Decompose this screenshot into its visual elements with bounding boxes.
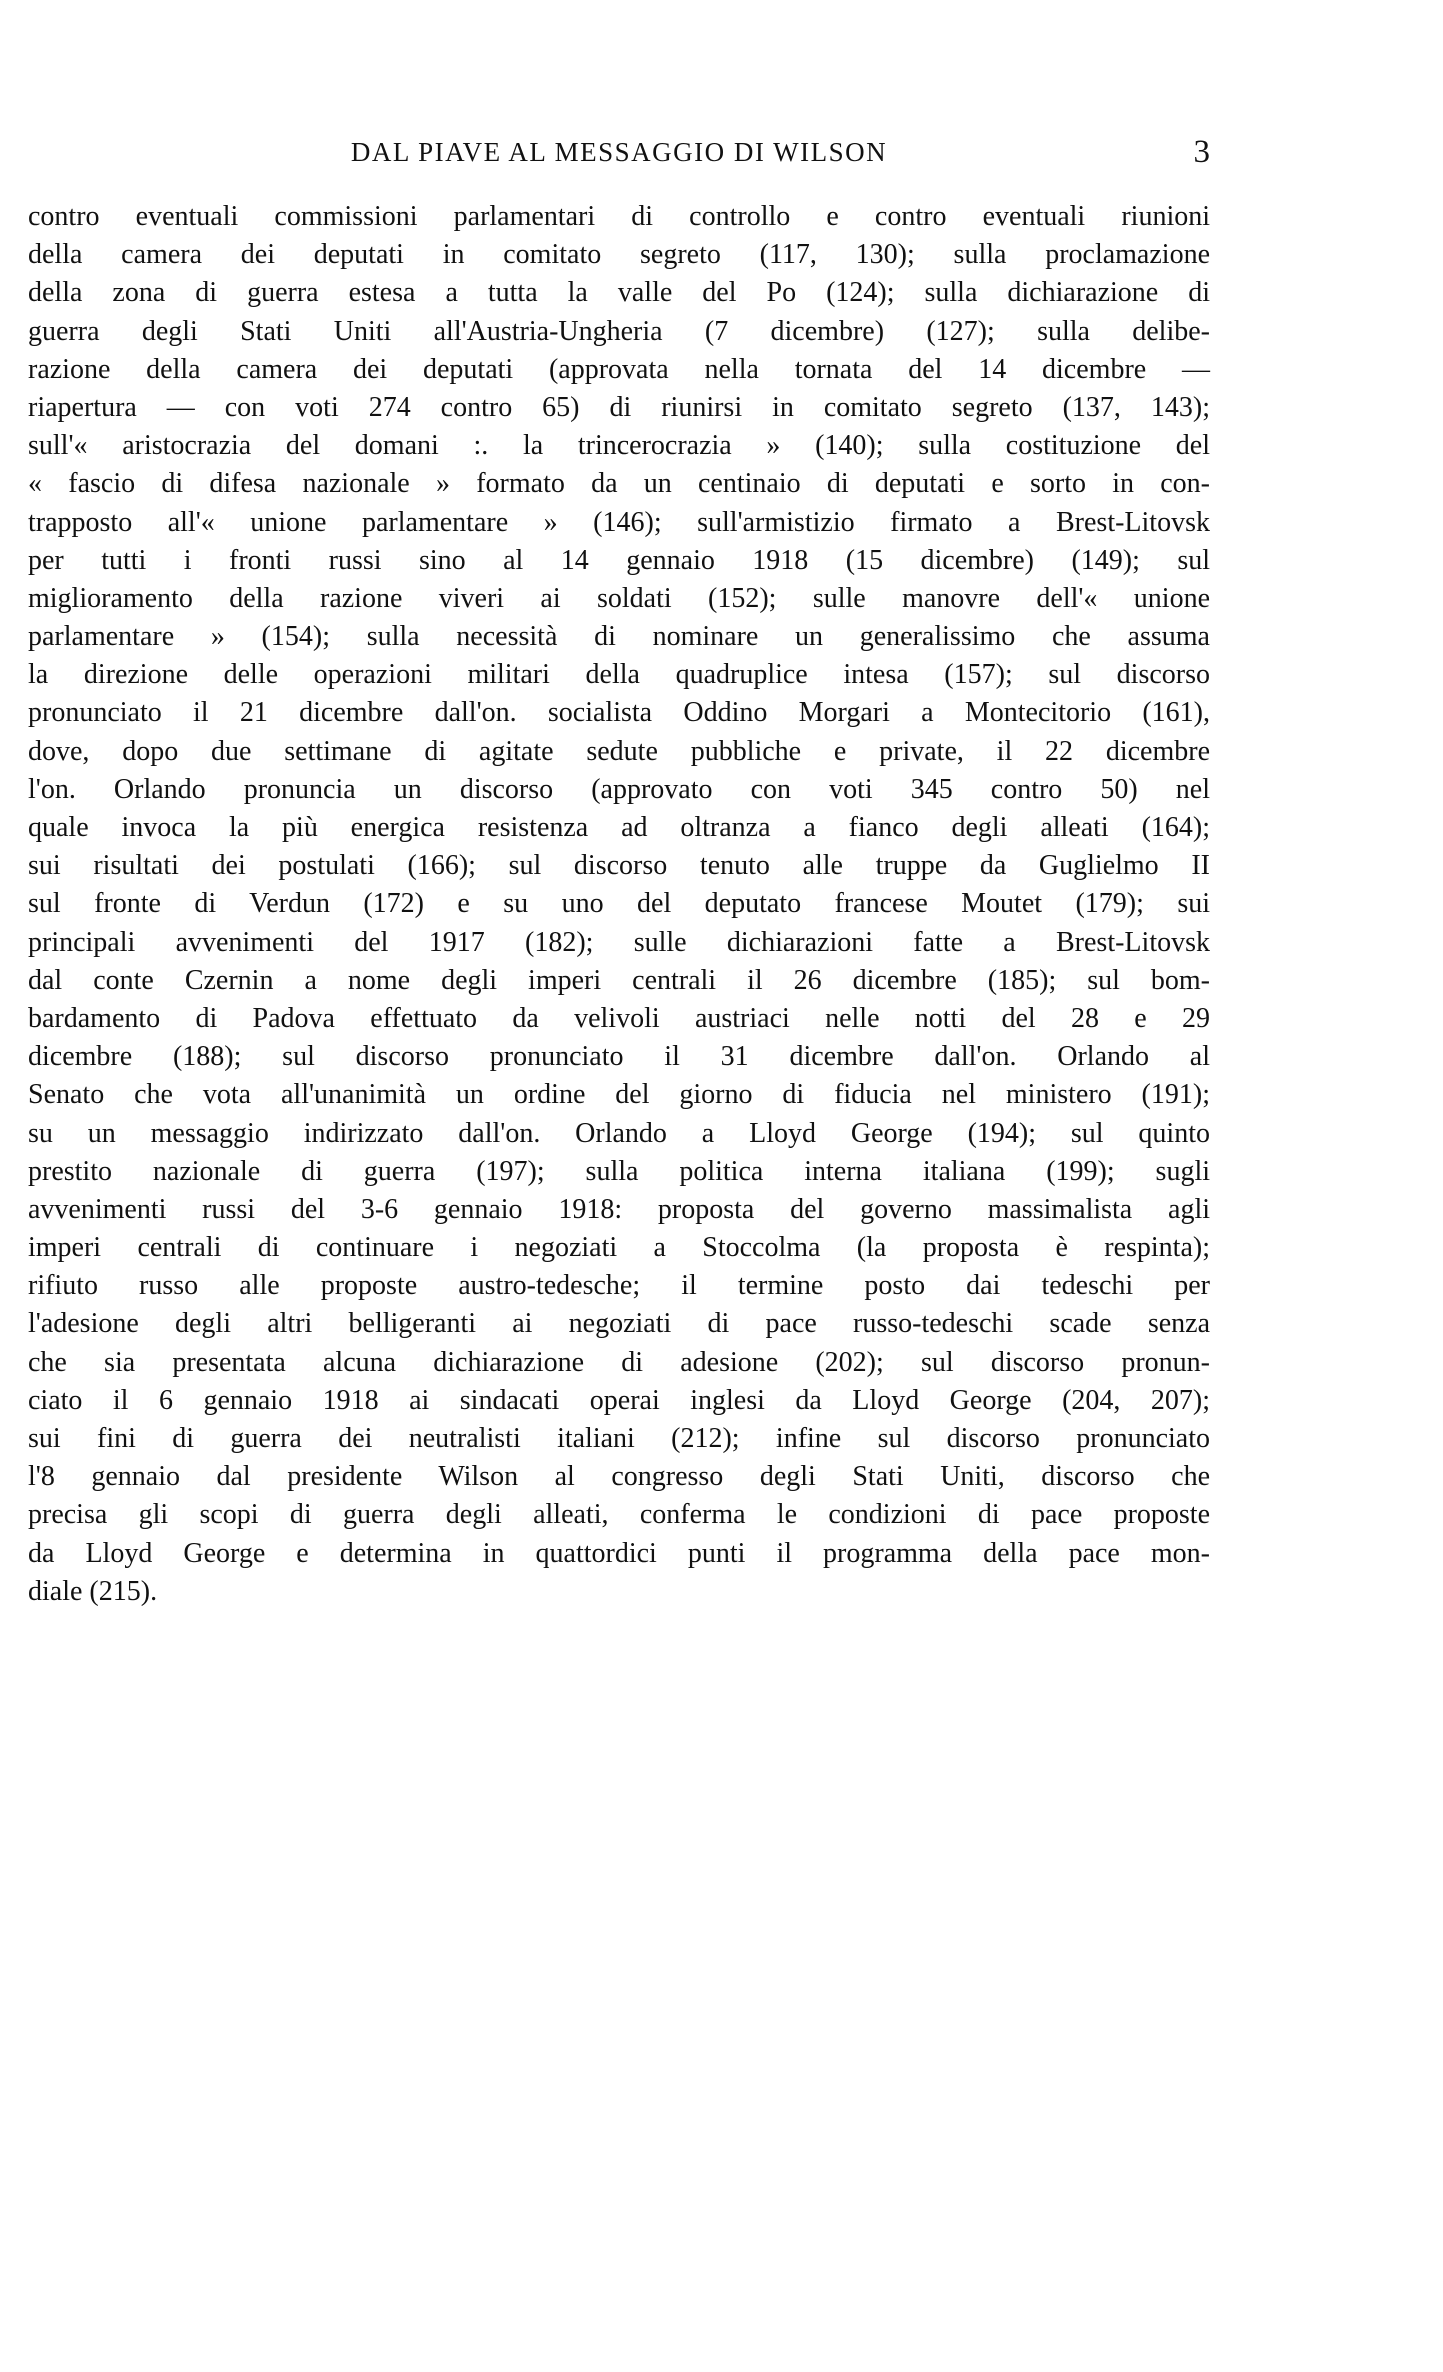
text-line: che sia presentata alcuna dichiarazione di adesione (202); sul discorso pronun- bbox=[28, 1346, 1210, 1378]
text-line: precisa gli scopi di guerra degli alleati, conferma le condizioni di pace proposte bbox=[28, 1499, 1210, 1531]
text-line: « fascio di difesa nazionale » formato da un centinaio di deputati e sorto in con- bbox=[28, 468, 1210, 500]
text-line: razione della camera dei deputati (approvata nella tornata del 14 dicembre — bbox=[28, 353, 1210, 385]
text-line: bardamento di Padova effettuato da velivoli austriaci nelle notti del 28 e 29 bbox=[28, 1002, 1210, 1034]
text-line: l'on. Orlando pronuncia un discorso (approvato con voti 345 contro 50) nel bbox=[28, 773, 1210, 805]
text-line: diale (215). bbox=[28, 1575, 158, 1607]
text-line: trapposto all'« unione parlamentare » (146); sull'armistizio firmato a Brest-Litovsk bbox=[28, 506, 1210, 538]
text-line: quale invoca la più energica resistenza ad oltranza a fianco degli alleati (164); bbox=[28, 812, 1210, 843]
text-line: parlamentare » (154); sulla necessità di nominare un generalissimo che assuma bbox=[28, 621, 1210, 653]
text-line: rifiuto russo alle proposte austro-tedesche; il termine posto dai tedeschi per bbox=[28, 1270, 1210, 1302]
text-line: miglioramento della razione viveri ai soldati (152); sulle manovre dell'« unione bbox=[28, 582, 1210, 614]
running-title: DAL PIAVE AL MESSAGGIO DI WILSON bbox=[350, 137, 888, 167]
text-line: sul fronte di Verdun (172) e su uno del deputato francese Moutet (179); sui bbox=[28, 888, 1210, 920]
text-line: contro eventuali commissioni parlamentari di controllo e contro eventuali riunioni bbox=[28, 201, 1210, 232]
body-paragraph bbox=[28, 198, 1210, 1611]
page-number: 3 bbox=[1193, 134, 1210, 170]
text-line: principali avvenimenti del 1917 (182); sulle dichiarazioni fatte a Brest-Litovsk bbox=[28, 926, 1210, 958]
text-line: sui risultati dei postulati (166); sul discorso tenuto alle truppe da Guglielmo II bbox=[28, 850, 1210, 882]
text-line: la direzione delle operazioni militari della quadruplice intesa (157); sul discorso bbox=[28, 659, 1210, 691]
text-line: riapertura — con voti 274 contro 65) di riunirsi in comitato segreto (137, 143); bbox=[28, 391, 1210, 423]
text-line: prestito nazionale di guerra (197); sulla politica interna italiana (199); sugli bbox=[28, 1155, 1210, 1187]
text-line: sull'« aristocrazia del domani :. la trincerocrazia » (140); sulla costituzione del bbox=[28, 430, 1210, 462]
text-line: dove, dopo due settimane di agitate sedute pubbliche e private, il 22 dicembre bbox=[28, 735, 1210, 767]
text-line: da Lloyd George e determina in quattordici punti il programma della pace mon- bbox=[28, 1537, 1210, 1569]
text-line: della zona di guerra estesa a tutta la valle del Po (124); sulla dichiarazione di bbox=[28, 277, 1210, 309]
text-line: imperi centrali di continuare i negoziati a Stoccolma (la proposta è respinta); bbox=[28, 1232, 1210, 1264]
text-line: sui fini di guerra dei neutralisti italiani (212); infine sul discorso pronunciato bbox=[28, 1423, 1210, 1454]
text-line: della camera dei deputati in comitato segreto (117, 130); sulla proclamazione bbox=[28, 239, 1210, 271]
text-line: dicembre (188); sul discorso pronunciato il 31 dicembre dall'on. Orlando al bbox=[28, 1041, 1210, 1073]
text-line: su un messaggio indirizzato dall'on. Orlando a Lloyd George (194); sul quinto bbox=[28, 1117, 1210, 1149]
text-line: ciato il 6 gennaio 1918 ai sindacati operai inglesi da Lloyd George (204, 207); bbox=[28, 1384, 1210, 1416]
text-line: avvenimenti russi del 3-6 gennaio 1918: proposta del governo massimalista agli bbox=[28, 1193, 1210, 1225]
text-line: per tutti i fronti russi sino al 14 gennaio 1918 (15 dicembre) (149); sul bbox=[28, 544, 1210, 576]
text-line: pronunciato il 21 dicembre dall'on. socialista Oddino Morgari a Montecitorio (161), bbox=[28, 697, 1210, 729]
text-line: l'adesione degli altri belligeranti ai negoziati di pace russo-tedeschi scade senza bbox=[28, 1308, 1210, 1340]
text-line: Senato che vota all'unanimità un ordine del giorno di fiducia nel ministero (191); bbox=[28, 1079, 1210, 1111]
text-line: dal conte Czernin a nome degli imperi centrali il 26 dicembre (185); sul bom- bbox=[28, 964, 1210, 996]
text-line: l'8 gennaio dal presidente Wilson al congresso degli Stati Uniti, discorso che bbox=[28, 1461, 1210, 1493]
text-line: guerra degli Stati Uniti all'Austria-Ungheria (7 dicembre) (127); sulla delibe- bbox=[28, 315, 1210, 347]
running-header bbox=[28, 132, 1210, 172]
